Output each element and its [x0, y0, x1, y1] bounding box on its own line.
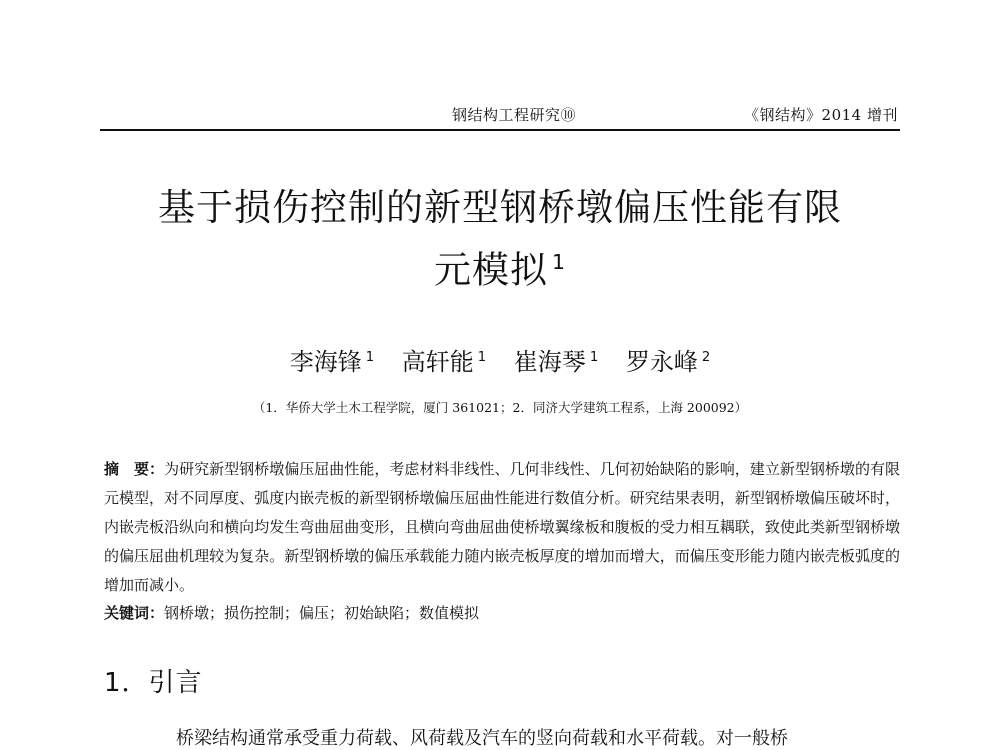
author	[626, 342, 710, 377]
title-line-1: 基于损伤控制的新型钢桥墩偏压性能有限	[158, 186, 842, 229]
author	[402, 342, 486, 377]
body-text-partial-line: 桥梁结构通常承受重力荷载、风荷载及汽车的竖向荷载和水平荷载。对一般桥	[140, 728, 788, 749]
author	[514, 342, 598, 377]
author-affiliation-mark: 1	[477, 350, 487, 365]
abstract-label: 摘 要：	[104, 460, 165, 478]
affiliations: （1．华侨大学土木工程学院，厦门 361021；2．同济大学建筑工程系，上海 200092）	[252, 400, 748, 415]
running-header-journal: 钢结构工程研究⑩	[452, 106, 577, 124]
title-line-2	[100, 235, 900, 297]
running-header-issue: 《钢结构》2014 增刊	[744, 106, 898, 124]
author-name: 高轩能	[401, 348, 474, 376]
keywords-label: 关键词：	[104, 604, 165, 622]
title-line-2-text: 元模拟	[434, 248, 549, 292]
author-name: 罗永峰	[625, 348, 698, 376]
author-name: 李海锋	[289, 348, 362, 376]
paper-title	[100, 180, 900, 297]
author-name: 崔海琴	[513, 348, 586, 376]
abstract	[104, 455, 900, 600]
header-rule	[100, 129, 900, 131]
abstract-text: 为研究新型钢桥墩偏压屈曲性能，考虑材料非线性、几何非线性、几何初始缺陷的影响，建立新型钢桥墩的有限元模型，对不同厚度、弧度内嵌壳板的新型钢桥墩偏压屈曲性能进行数值分析。研究结果表明，新型钢桥墩偏压破坏时，内嵌壳板沿纵向和横向均发生弯曲屈曲变形，且横向弯曲屈曲使桥墩翼缘板和腹板的受力相互耦联，致使此类新型钢桥墩的偏压屈曲机理较为复杂。新型钢桥墩的偏压承载能力随内嵌壳板厚度的增加而增大，而偏压变形能力随内嵌壳板弧度的增加而减小。	[104, 460, 900, 594]
author-affiliation-mark: 2	[701, 350, 711, 365]
section-heading: 1．引言	[104, 668, 203, 698]
author-affiliation-mark: 1	[589, 350, 599, 365]
author-list	[100, 342, 900, 377]
title-footnote-mark: 1	[552, 250, 566, 274]
author	[290, 342, 374, 377]
keywords	[104, 602, 900, 623]
keywords-text: 钢桥墩；损伤控制；偏压；初始缺陷；数值模拟	[164, 604, 480, 622]
author-affiliation-mark: 1	[365, 350, 375, 365]
